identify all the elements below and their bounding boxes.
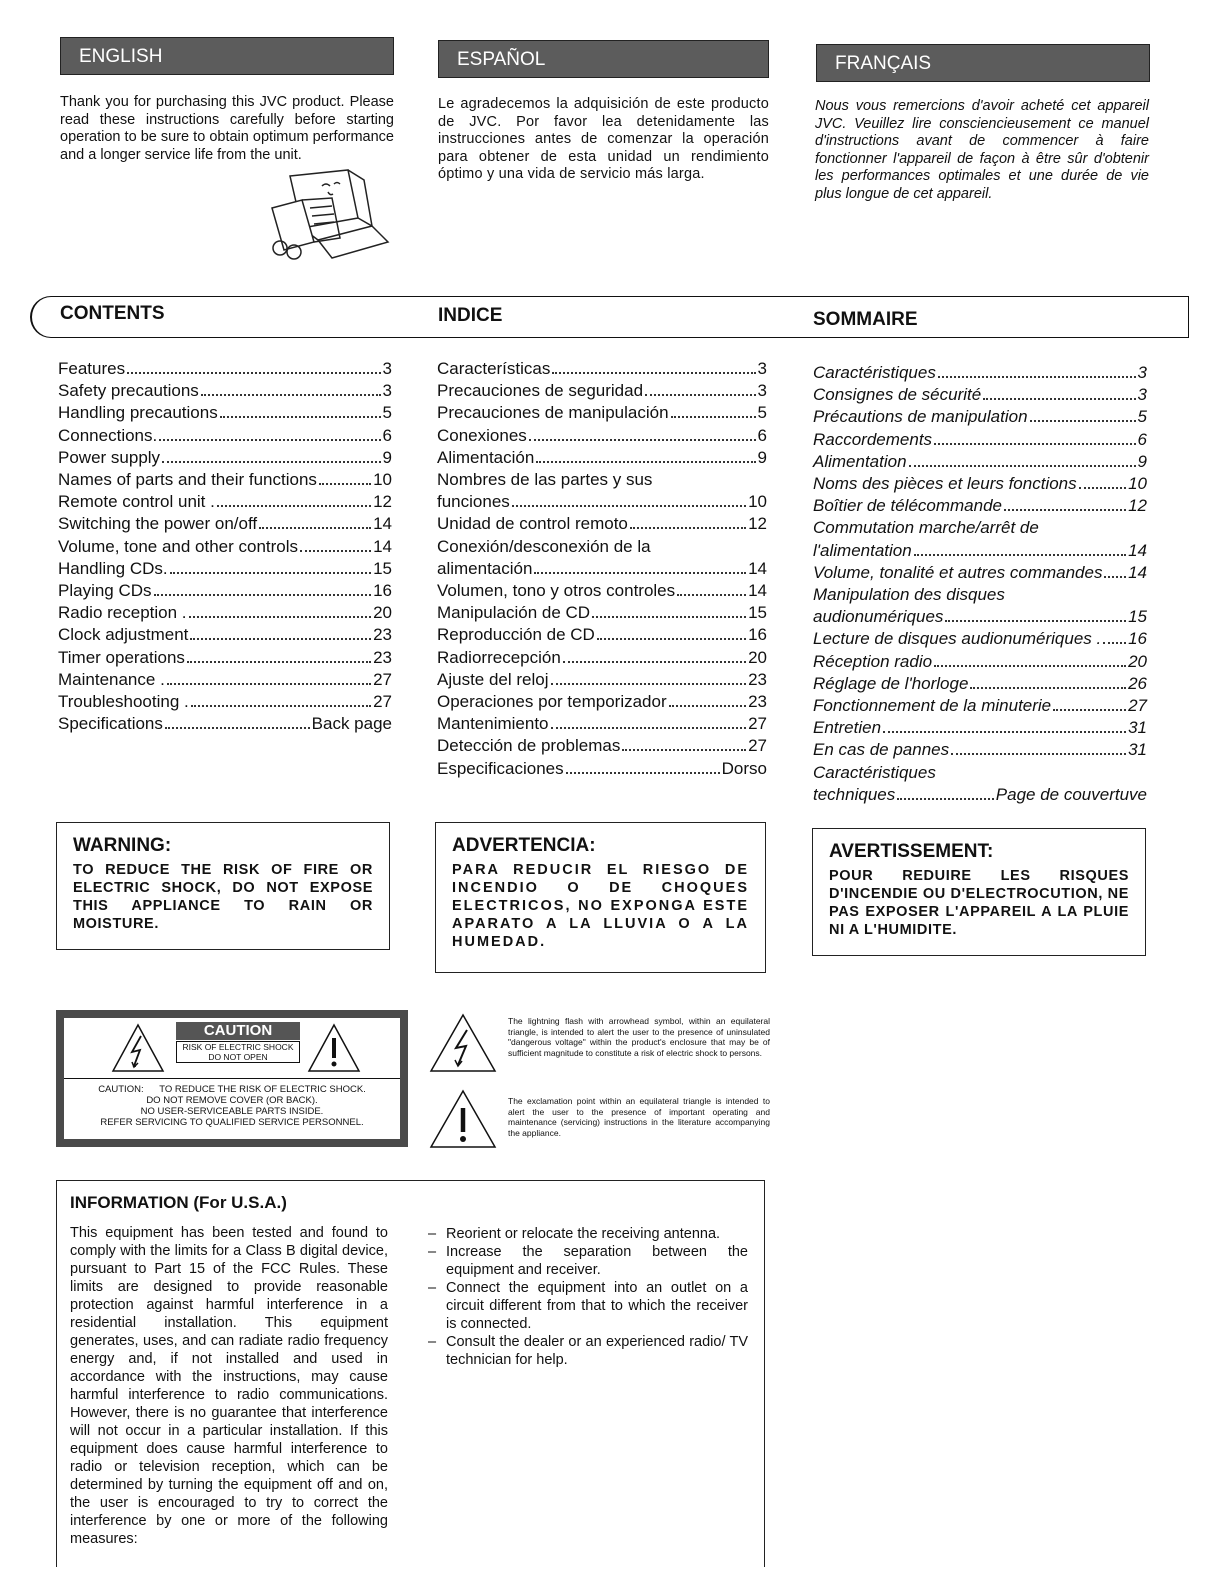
toc-leader-dots: [190, 638, 371, 640]
toc-entry-page: 3: [382, 359, 392, 378]
toc-entry-page: Back page: [311, 714, 392, 734]
toc-entry-label: audionumériques: [813, 607, 944, 627]
toc-entry: [437, 380, 767, 402]
toc-entry: [58, 536, 392, 558]
toc-leader-dots: [201, 394, 381, 396]
toc-leader-dots: [938, 376, 1136, 378]
toc-leader-dots: [563, 661, 746, 663]
toc-entry-label: Playing CDs: [58, 581, 152, 601]
toc-leader-dots: [165, 727, 310, 729]
espanol-header: ESPAÑOL: [438, 40, 769, 78]
toc-leader-dots: [934, 665, 1126, 667]
toc-entry-label: Manipulación de CD: [437, 603, 591, 623]
toc-entry-label: Nombres de las partes y sus: [437, 470, 653, 490]
measure-text: Connect the equipment into an outlet on a circuit different from that to which the receiver is connected.: [446, 1280, 748, 1332]
indice-title: INDICE: [438, 305, 503, 326]
toc-entry-page: 20: [748, 647, 767, 667]
toc-entry-page: 14: [373, 514, 392, 534]
toc-entry-label: Reproducción de CD: [437, 625, 595, 645]
toc-entry: [437, 580, 767, 602]
toc-entry-page: 16: [748, 625, 767, 645]
toc-entry-label: Conexiones: [437, 425, 527, 445]
toc-entry-page: 5: [757, 403, 767, 423]
toc-leader-dots: [671, 416, 756, 418]
toc-entry-page: 14: [1128, 540, 1147, 560]
toc-leader-dots: [1053, 709, 1126, 711]
measure-text: Increase the separation between the equipment and receiver.: [446, 1244, 748, 1278]
toc-entry-page: 5: [1137, 407, 1147, 427]
toc-entry: [813, 517, 1147, 539]
toc-leader-dots: [630, 527, 746, 529]
measure-item: [428, 1225, 748, 1243]
toc-leader-dots: [645, 394, 756, 396]
toc-entry: [58, 358, 392, 380]
toc-entry-label: Lecture de disques audionumériques .: [813, 629, 1102, 649]
toc-entry-label: Réglage de l'horloge: [813, 673, 969, 693]
toc-entry-label: Réception radio: [813, 651, 933, 671]
toc-entry-label: Safety precautions: [58, 381, 199, 401]
toc-entry-page: 27: [373, 692, 392, 712]
toc-leader-dots: [512, 505, 746, 507]
toc-entry: [813, 362, 1147, 384]
list-dash: –: [428, 1226, 437, 1242]
toc-entry-page: 5: [382, 403, 392, 423]
toc-leader-dots: [551, 727, 747, 729]
toc-entry-page: 23: [373, 625, 392, 645]
toc-entry-page: 27: [748, 714, 767, 734]
toc-entry-page: 16: [373, 581, 392, 601]
toc-entry-page: 16: [1128, 629, 1147, 649]
francais-intro: Nous vous remercions d'avoir acheté cet appareil JVC. Veuillez lire consciencieusement ce manuel d'instructions avant de commencer à faire fonctionner l'appareil de façon à être sûr d'obtenir les performances optimales et une durée de vie plus longue de cet appareil.: [815, 98, 1149, 202]
toc-leader-dots: [154, 594, 372, 596]
warning-title: WARNING:: [73, 835, 172, 856]
toc-entry-page: 23: [748, 669, 767, 689]
toc-entry-label: Características: [437, 359, 551, 378]
toc-entry-page: 31: [1128, 740, 1147, 760]
toc-leader-dots: [167, 683, 371, 685]
toc-entry: [437, 624, 767, 646]
advertencia-title: ADVERTENCIA:: [452, 835, 596, 856]
avertissement-text: POUR REDUIRE LES RISQUES D'INCENDIE OU D'ELECTROCUTION, NE PAS EXPOSER L'APPAREIL A LA PLUIE NI A L'HUMIDITE.: [829, 868, 1129, 938]
toc-leader-dots: [551, 683, 747, 685]
measure-item: [428, 1279, 748, 1333]
toc-entry-page: 10: [748, 492, 767, 512]
toc-leader-dots: [319, 483, 371, 485]
toc-leader-dots: [909, 465, 1136, 467]
toc-entry-page: 26: [1128, 673, 1147, 693]
caution-line-4: REFER SERVICING TO QUALIFIED SERVICE PERSONNEL.: [100, 1117, 364, 1128]
toc-entry-label: Entretien: [813, 718, 882, 738]
toc-entry-label: Names of parts and their functions: [58, 470, 317, 490]
toc-entry: [813, 628, 1147, 650]
toc-entry-label: Mantenimiento: [437, 714, 549, 734]
toc-leader-dots: [217, 505, 371, 507]
toc-leader-dots: [622, 749, 746, 751]
toc-leader-dots: [566, 772, 720, 774]
toc-entry-label: alimentación: [437, 558, 533, 578]
toc-entry: [58, 602, 392, 624]
toc-leader-dots: [1104, 576, 1126, 578]
warning-text: TO REDUCE THE RISK OF FIRE OR ELECTRIC SHOCK, DO NOT EXPOSE THIS APPLIANCE TO RAIN OR MOISTURE.: [73, 862, 373, 932]
caution-label: [56, 1010, 408, 1147]
toc-entry-label: Connections.: [58, 425, 158, 445]
toc-leader-dots: [914, 554, 1126, 556]
sommaire-title: SOMMAIRE: [813, 309, 918, 330]
toc-leader-dots: [187, 661, 371, 663]
toc-entry-label: funciones: [437, 492, 510, 512]
caution-title: CAUTION: [176, 1022, 300, 1040]
toc-entry-label: Alimentación: [437, 447, 535, 467]
caution-sub-1: RISK OF ELECTRIC SHOCK: [182, 1042, 294, 1052]
toc-entry: [813, 406, 1147, 428]
toc-entry-page: 9: [757, 447, 767, 467]
toc-leader-dots: [300, 550, 371, 552]
toc-entry: [58, 447, 392, 469]
information-measures: [428, 1225, 748, 1369]
toc-leader-dots: [127, 372, 380, 374]
toc-leader-dots: [529, 439, 756, 441]
information-title: INFORMATION (For U.S.A.): [70, 1193, 287, 1212]
advertencia-text: PARA REDUCIR EL RIESGO DE INCENDIO O DE CHOQUES ELECTRICOS, NO EXPONGA ESTE APARATO A LA LLUVIA O A LA HUMEDAD.: [452, 862, 749, 950]
toc-entry: [813, 739, 1147, 761]
toc-entry-label: Detección de problemas: [437, 736, 621, 756]
caution-sub-2: DO NOT OPEN: [208, 1052, 268, 1062]
caution-subtitle: [176, 1041, 300, 1063]
toc-entry-page: 14: [373, 536, 392, 556]
toc-entry-label: Unidad de control remoto: [437, 514, 628, 534]
toc-entry: [437, 513, 767, 535]
toc-entry: [437, 558, 767, 580]
toc-leader-dots: [970, 687, 1126, 689]
toc-entry-page: 14: [748, 581, 767, 601]
toc-leader-dots: [536, 461, 755, 463]
toc-entry-label: Especificaciones: [437, 758, 564, 778]
toc-entry-page: 14: [748, 558, 767, 578]
contents-list-espanol: [437, 358, 767, 780]
toc-entry-page: 14: [1128, 562, 1147, 582]
toc-entry: [813, 473, 1147, 495]
toc-entry-label: Precauciones de seguridad: [437, 381, 644, 401]
toc-leader-dots: [951, 753, 1126, 755]
exclamation-warning-icon: [306, 1022, 362, 1074]
toc-leader-dots: [162, 461, 380, 463]
toc-entry: [813, 584, 1147, 606]
toc-entry-page: 10: [1128, 474, 1147, 494]
toc-entry: [813, 673, 1147, 695]
toc-entry-page: 27: [373, 669, 392, 689]
toc-entry: [58, 669, 392, 691]
exclamation-symbol-icon: [428, 1088, 498, 1150]
toc-entry: [437, 647, 767, 669]
toc-entry-page: 3: [757, 359, 767, 378]
avertissement-title: AVERTISSEMENT:: [829, 841, 994, 862]
list-dash: –: [428, 1280, 437, 1296]
toc-entry-page: 3: [1137, 363, 1147, 382]
toc-entry-label: Precauciones de manipulación: [437, 403, 669, 423]
toc-entry: [437, 358, 767, 380]
toc-entry-label: Remote control unit .: [58, 492, 215, 512]
toc-entry-label: Clock adjustment: [58, 625, 189, 645]
toc-entry-page: 3: [1137, 385, 1147, 405]
lightning-warning-icon: [110, 1022, 166, 1074]
toc-entry: [58, 402, 392, 424]
toc-entry-label: Caractéristiques: [813, 762, 936, 782]
toc-entry-page: 9: [1137, 451, 1147, 471]
toc-entry-page: 6: [1137, 429, 1147, 449]
contents-frame: [30, 296, 1189, 338]
toc-entry: [813, 562, 1147, 584]
toc-entry-label: Features: [58, 359, 126, 378]
english-header: ENGLISH: [60, 37, 394, 75]
information-body: This equipment has been tested and found to comply with the limits for a Class B digital device, pursuant to Part 15 of the FCC Rules. These limits are designed to provide reasonable protection against harmful interference in a residential installation. This equipment generates, uses, and can radiate radio frequency energy and, if not installed and used in accordance with the instructions, may cause harmful interference to radio communications. However, there is no guarantee that interference will not occur in a particular installation. If this equipment does cause harmful interference to radio or television reception, which can be determined by turning the equipment off and on, the user is encouraged to try to correct the interference by one or more of the following measures:: [70, 1225, 388, 1547]
toc-entry-label: Maintenance .: [58, 669, 165, 689]
toc-entry: [813, 429, 1147, 451]
toc-entry: [58, 713, 392, 735]
toc-entry-label: Alimentation: [813, 451, 907, 471]
lightning-symbol-icon: [428, 1012, 498, 1074]
toc-entry: [58, 647, 392, 669]
toc-leader-dots: [883, 731, 1126, 733]
toc-entry-page: 9: [382, 447, 392, 467]
toc-entry-page: 15: [1128, 607, 1147, 627]
toc-entry-label: Consignes de sécurité: [813, 385, 982, 405]
toc-entry: [437, 669, 767, 691]
toc-entry-label: En cas de pannes: [813, 740, 950, 760]
measure-item: [428, 1333, 748, 1369]
toc-entry: [437, 758, 767, 780]
caution-line-1: CAUTION: TO REDUCE THE RISK OF ELECTRIC SHOCK.: [98, 1084, 366, 1095]
toc-entry: [58, 513, 392, 535]
toc-entry-page: 6: [757, 425, 767, 445]
toc-entry-page: 6: [382, 425, 392, 445]
toc-entry-page: 12: [1128, 496, 1147, 516]
toc-entry-label: Boîtier de télécommande: [813, 496, 1002, 516]
toc-entry-label: Radio reception .: [58, 603, 187, 623]
toc-entry-label: Volume, tone and other controls: [58, 536, 299, 556]
toc-entry: [813, 717, 1147, 739]
toc-leader-dots: [897, 798, 994, 800]
toc-entry-page: 31: [1128, 718, 1147, 738]
warning-box-english: [56, 822, 390, 950]
toc-entry-page: 10: [373, 470, 392, 490]
toc-entry: [58, 425, 392, 447]
toc-leader-dots: [945, 620, 1126, 622]
toc-entry-label: Handling precautions: [58, 403, 218, 423]
toc-entry: [437, 402, 767, 424]
toc-entry: [437, 447, 767, 469]
toc-entry-label: Switching the power on/off: [58, 514, 258, 534]
list-dash: –: [428, 1334, 437, 1350]
toc-leader-dots: [552, 372, 755, 374]
caution-line-2: DO NOT REMOVE COVER (OR BACK).: [146, 1095, 318, 1106]
contents-list-francais: [813, 362, 1147, 806]
toc-entry: [813, 695, 1147, 717]
toc-entry: [813, 651, 1147, 673]
toc-entry: [58, 580, 392, 602]
toc-leader-dots: [934, 443, 1135, 445]
toc-entry: [813, 495, 1147, 517]
toc-leader-dots: [1079, 487, 1126, 489]
reading-man-illustration: [262, 168, 390, 260]
toc-entry-page: 15: [748, 603, 767, 623]
toc-entry-label: Ajuste del reloj: [437, 669, 549, 689]
toc-entry-page: 3: [757, 381, 767, 401]
toc-leader-dots: [170, 572, 371, 574]
measure-text: Consult the dealer or an experienced radio/ TV technician for help.: [446, 1334, 748, 1368]
warning-box-francais: [812, 828, 1146, 956]
toc-leader-dots: [592, 616, 746, 618]
toc-entry: [813, 762, 1147, 784]
toc-leader-dots: [1030, 420, 1136, 422]
toc-entry-label: Operaciones por temporizador: [437, 692, 667, 712]
toc-entry-page: 27: [748, 736, 767, 756]
toc-entry: [437, 469, 767, 491]
toc-entry-label: Précautions de manipulation: [813, 407, 1028, 427]
toc-entry-label: Volumen, tono y otros controles: [437, 581, 676, 601]
toc-entry-label: Conexión/desconexión de la: [437, 536, 651, 556]
list-dash: –: [428, 1244, 437, 1260]
toc-entry: [437, 735, 767, 757]
contents-title: CONTENTS: [60, 303, 165, 324]
toc-entry: [437, 691, 767, 713]
francais-header: FRANÇAIS: [816, 44, 1150, 82]
toc-leader-dots: [189, 616, 372, 618]
espanol-intro: Le agradecemos la adquisición de este producto de JVC. Por favor lea detenidamente las instrucciones antes de comenzar la operación para obtener de esta unidad un rendimiento óptimo y una vida de servicio más larga.: [438, 96, 769, 182]
toc-entry: [58, 380, 392, 402]
toc-entry-label: Power supply: [58, 447, 161, 467]
toc-entry: [58, 469, 392, 491]
toc-leader-dots: [597, 638, 746, 640]
toc-leader-dots: [220, 416, 381, 418]
toc-entry-page: 12: [748, 514, 767, 534]
toc-entry-page: 27: [1128, 696, 1147, 716]
toc-entry: [58, 691, 392, 713]
toc-entry-label: Noms des pièces et leurs fonctions: [813, 474, 1077, 494]
toc-leader-dots: [677, 594, 746, 596]
lightning-symbol-text: The lightning flash with arrowhead symbol, within an equilateral triangle, is intended to alert the user to the presence of uninsulated "dangerous voltage" within the product's enclosure that may be of sufficient magnitude to constitute a risk of electric shock to persons.: [508, 1016, 770, 1058]
toc-entry-page: Dorso: [721, 758, 767, 778]
toc-entry-label: Handling CDs.: [58, 558, 168, 578]
exclamation-symbol-text: The exclamation point within an equilateral triangle is intended to alert the user to the presence of important operating and maintenance (servicing) instructions in the literature accompanying the appliance.: [508, 1096, 770, 1138]
toc-entry-page: 3: [382, 381, 392, 401]
toc-entry-label: Commutation marche/arrêt de: [813, 518, 1039, 538]
toc-entry-page: 23: [748, 692, 767, 712]
toc-entry: [437, 425, 767, 447]
toc-entry-page: 23: [373, 647, 392, 667]
english-intro: Thank you for purchasing this JVC product. Please read these instructions carefully before starting operation to be sure to obtain optimum performance and a longer service life from the unit.: [60, 94, 394, 163]
warning-box-espanol: [435, 822, 766, 973]
toc-entry: [813, 784, 1147, 806]
toc-entry: [813, 451, 1147, 473]
caution-line-3: NO USER-SERVICEABLE PARTS INSIDE.: [140, 1106, 324, 1117]
toc-entry-page: 20: [1128, 651, 1147, 671]
toc-entry-label: Troubleshooting .: [58, 692, 189, 712]
toc-leader-dots: [669, 705, 746, 707]
toc-entry-label: Raccordements: [813, 429, 933, 449]
toc-entry-page: Page de couvertuve: [995, 784, 1147, 804]
toc-entry: [437, 536, 767, 558]
toc-leader-dots: [534, 572, 746, 574]
toc-entry-page: 20: [373, 603, 392, 623]
contents-list-english: [58, 358, 392, 735]
toc-entry: [58, 624, 392, 646]
toc-leader-dots: [259, 527, 371, 529]
toc-entry: [58, 491, 392, 513]
toc-entry: [813, 540, 1147, 562]
toc-entry-page: 12: [373, 492, 392, 512]
toc-entry-label: Manipulation des disques: [813, 585, 1005, 605]
toc-entry-label: Volume, tonalité et autres commandes: [813, 562, 1103, 582]
toc-entry: [437, 602, 767, 624]
toc-leader-dots: [1004, 509, 1126, 511]
toc-leader-dots: [159, 439, 380, 441]
toc-leader-dots: [191, 705, 371, 707]
toc-entry-label: Radiorrecepción: [437, 647, 561, 667]
measure-text: Reorient or relocate the receiving antenna.: [446, 1226, 721, 1242]
toc-entry: [437, 713, 767, 735]
toc-entry-page: 15: [373, 558, 392, 578]
toc-entry: [813, 384, 1147, 406]
toc-entry-label: Timer operations: [58, 647, 185, 667]
measure-item: [428, 1243, 748, 1279]
toc-entry: [813, 606, 1147, 628]
toc-leader-dots: [983, 398, 1135, 400]
toc-entry: [437, 491, 767, 513]
toc-entry-label: Caractéristiques: [813, 363, 936, 382]
toc-entry-label: Fonctionnement de la minuterie: [813, 696, 1052, 716]
toc-leader-dots: [1103, 642, 1126, 644]
toc-entry: [58, 558, 392, 580]
caution-text: [64, 1084, 400, 1128]
toc-entry-label: techniques: [813, 784, 896, 804]
toc-entry-label: Specifications: [58, 714, 163, 734]
toc-entry-label: l'alimentation: [813, 540, 912, 560]
